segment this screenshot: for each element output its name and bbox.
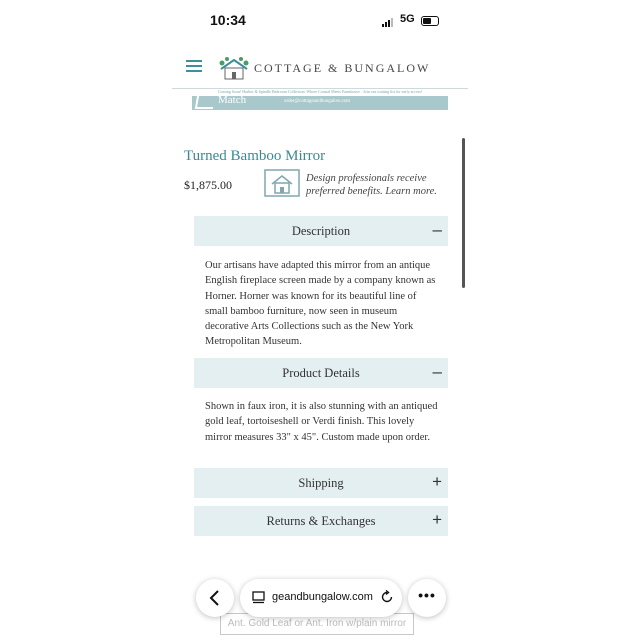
collapse-icon[interactable]: – — [432, 362, 442, 381]
accordion-label: Returns & Exchanges — [266, 514, 376, 528]
more-icon: ••• — [418, 587, 436, 603]
house-logo-icon[interactable] — [218, 55, 250, 81]
signal-icon — [382, 17, 396, 27]
promo-email: order@cottageandbungalow.com — [284, 99, 351, 104]
accordion-description[interactable] — [194, 216, 448, 246]
check-icon — [195, 96, 215, 109]
announcement-banner[interactable]: Coming Soon! Harbor & Spindle Bedroom Collection: Where Coastal Meets Farmhouse · Join our waiting list for early access! — [217, 89, 423, 94]
product-title: Turned Bamboo Mirror — [184, 148, 326, 164]
status-time: 10:34 — [210, 12, 246, 28]
product-details-text: Shown in faux iron, it is also stunning with an antiqued gold leaf, tortoiseshell or Verdi finish. This lovely mirror measures 33" x 45". Custom made upon order. — [205, 401, 438, 443]
expand-icon[interactable]: + — [432, 472, 442, 491]
battery-icon — [421, 16, 439, 26]
hamburger-menu-icon[interactable] — [186, 59, 202, 73]
back-button[interactable] — [196, 579, 234, 617]
back-chevron-icon — [208, 590, 222, 606]
promo-strip[interactable] — [192, 96, 448, 110]
browser-toolbar — [172, 570, 468, 626]
expand-icon[interactable]: + — [432, 510, 442, 529]
scrollbar[interactable] — [462, 138, 465, 288]
address-bar[interactable] — [240, 579, 402, 617]
promo-label: Match — [218, 96, 247, 106]
accordion-returns[interactable] — [194, 506, 448, 536]
design-professional-icon[interactable] — [263, 168, 301, 198]
status-bar — [172, 12, 468, 34]
accordion-label: Description — [291, 224, 351, 238]
tabs-icon[interactable] — [252, 591, 265, 604]
url-text: geandbungalow.com — [272, 591, 373, 603]
accordion-label: Product Details — [282, 366, 360, 380]
more-button[interactable] — [408, 579, 446, 617]
accordion-shipping[interactable] — [194, 468, 448, 498]
pro-benefits-link[interactable]: Design professionals receive preferred benefits. Learn more. — [306, 173, 437, 197]
collapse-icon[interactable]: – — [432, 220, 442, 239]
site-header — [172, 50, 468, 89]
description-text: Our artisans have adapted this mirror from an antique English fireplace screen made by a company known as Horner. Horner was known for its beautiful line of small bamboo furniture, now seen in museum decorative Arts Collections such as the New York Metropolitan Museum. — [205, 260, 436, 348]
brand-name[interactable]: COTTAGE & BUNGALOW — [254, 61, 431, 75]
phone-screen — [172, 0, 468, 640]
product-price: $1,875.00 — [184, 178, 232, 192]
accordion-label: Shipping — [298, 476, 344, 490]
reload-icon[interactable] — [380, 590, 394, 604]
accordion-product-details[interactable] — [194, 358, 448, 388]
network-label: 5G — [400, 13, 415, 25]
finish-option[interactable]: Ant. Gold Leaf or Ant. Iron w/plain mirror — [220, 613, 414, 635]
